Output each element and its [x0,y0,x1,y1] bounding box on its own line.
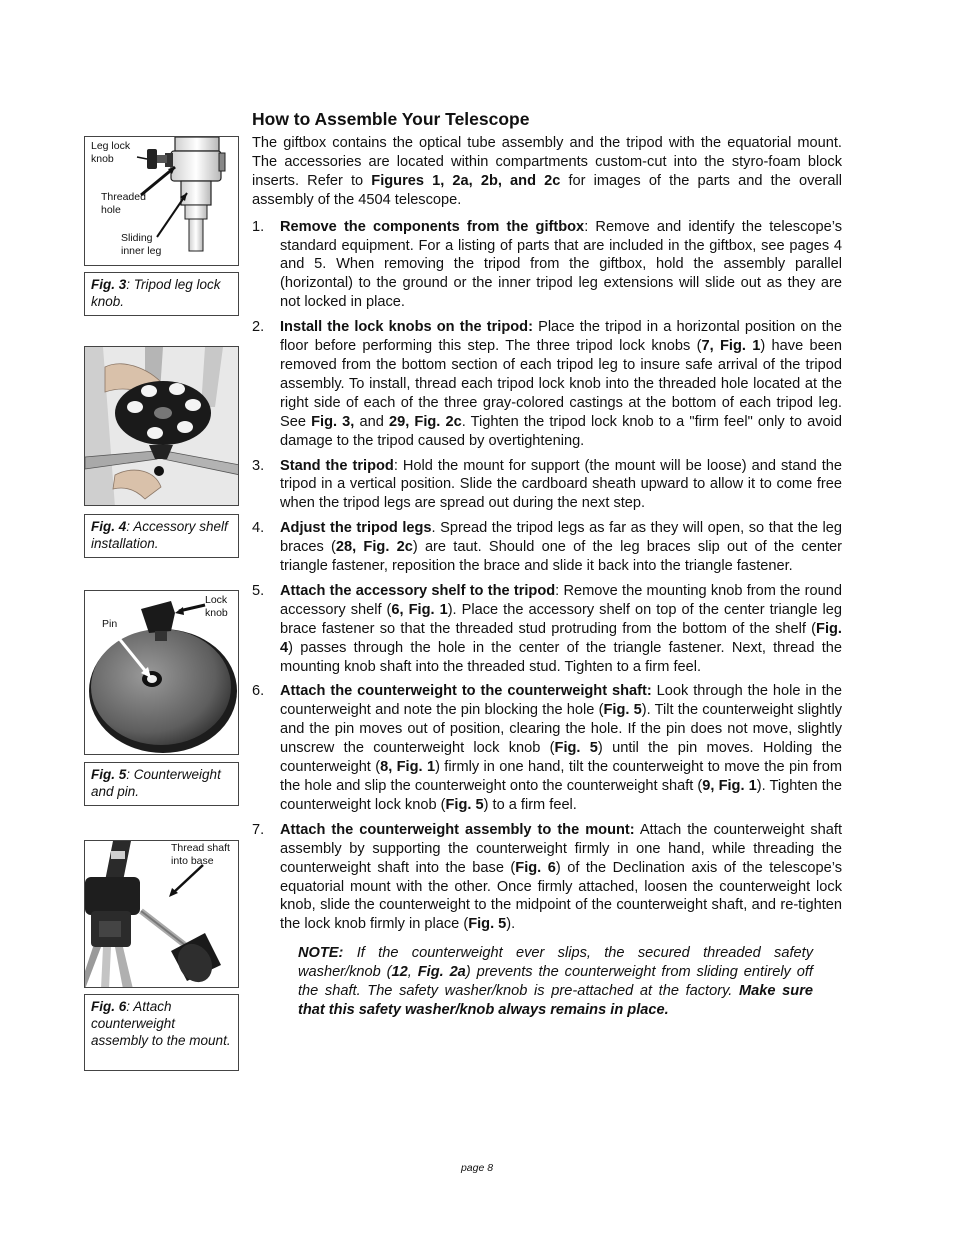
accessory-shelf-photo [85,347,239,506]
fig4-image [84,346,239,506]
leg-lock-knob-label: Leg lock knob [91,140,131,165]
fig5-caption: Fig. 5: Counterweight and pin. [84,762,239,806]
page-number: page 8 [460,1162,494,1174]
sliding-inner-leg-label: Sliding inner leg [121,232,162,257]
thread-shaft-label: Thread shaft into base [171,842,230,867]
threaded-hole-label: Threaded hole [101,191,146,216]
step-item: 4. Adjust the tripod legs. Spread the tripod legs as far as they will open, so that the leg braces (28, Fig. 2c) are taut. Should one of the leg braces slip out of the center triangle fastener, reposition the brace and slide it back into the triangle fastener. [252,520,842,575]
fig6-image [84,840,239,988]
lock-knob-label: Lock knob [205,594,228,619]
pin-label: Pin [102,618,118,630]
step-item: 3. Stand the tripod: Hold the mount for support (the mount will be loose) and stand the tripod in a vertical position. Slide the cardboard sheath upward to allow it to come free when the tripod legs are spread out during the next step. [252,457,842,512]
assembly-steps [252,218,842,935]
main-content [252,108,842,1020]
step-item: 2. Install the lock knobs on the tripod: Place the tripod in a horizontal position on the floor before performing this step. The three tripod lock knobs (7, Fig. 1) have been removed from the bottom section of each tripod leg to insure safe arrival of the tripod assembly. To install, thread each tripod lock knob into the threaded hole located at the right side of each of the three gray-colored castings at the bottom of each tripod leg. See Fig. 3, and 29, Fig. 2c. Tighten the tripod lock knob to a "firm feel" only to avoid damage to the tripod caused by overtightening. [252,319,843,449]
step-item: 5. Attach the accessory shelf to the tripod: Remove the mounting knob from the round accessory shelf (6, Fig. 1). Place the accessory shelf on top of the center triangle leg brace fastener so that the threaded stud protruding from the bottom of the shelf (Fig. 4) passes through the hole in the center of the triangle fastener. Next, thread the mounting knob shaft into the threaded stud. Tighten to a firm feel. [252,582,842,675]
step-item: 6. Attach the counterweight to the counterweight shaft: Look through the hole in the counterweight and note the pin blocking the hole (Fig. 5). Tilt the counterweight slightly and the pin moves out of position, clearing the hole. If the pin does not move, slightly unscrew the counterweight lock knob (Fig. 5) until the pin moves. Holding the counterweight (8, Fig. 1) firmly in one hand, tilt the counterweight to move the pin from the hole and slip the counterweight onto the counterweight shaft (9, Fig. 1). Tighten the counterweight lock knob (Fig. 5) to a firm feel. [252,683,842,813]
fig3-image [84,136,239,266]
page-title: How to Assemble Your Telescope [252,109,530,129]
step-item: 7. Attach the counterweight assembly to the mount: Attach the counterweight shaft assembly by supporting the counterweight firmly in one hand, while threading the counterweight shaft into the base (Fig. 6) of the Declination axis of the telescope’s equatorial mount with the other. Once firmly attached, loosen the counterweight lock knob, slide the counterweight to the midpoint of the counterweight shaft, and re-tighten the lock knob firmly in place (Fig. 5). [252,821,843,933]
step-item: 1. Remove the components from the giftbox: Remove and identify the telescope’s standard equipment. For a listing of parts that are included in the giftbox, see pages 4 and 5. When removing the tripod from the giftbox, hold the assembly parallel (horizontal) to the ground or the inner tripod leg extensions will slide out as they are not locked in place. [252,218,843,311]
fig3-caption: Fig. 3: Tripod leg lock knob. [84,272,239,316]
fig4-caption: Fig. 4: Accessory shelf installation. [84,514,239,558]
fig6-caption: Fig. 6: Attach counterweight assembly to the mount. [84,994,239,1071]
safety-note: NOTE: If the counterweight ever slips, the secured threaded safety washer/knob (12, Fig. 2a) prevents the counterweight from sliding entirely off the shaft. The safety washer/knob is pre-attached at the factory. Make sure that this safety washer/knob always remains in place. [298,945,813,1018]
intro-paragraph: The giftbox contains the optical tube assembly and the tripod with the equatorial mount. The accessories are located within compartments custom-cut into the styro-foam block inserts. Refer to Figures 1, 2a, 2b, and 2c for images of the parts and the overall assembly of the 4504 telescope. [252,135,842,208]
fig5-image [84,590,239,755]
